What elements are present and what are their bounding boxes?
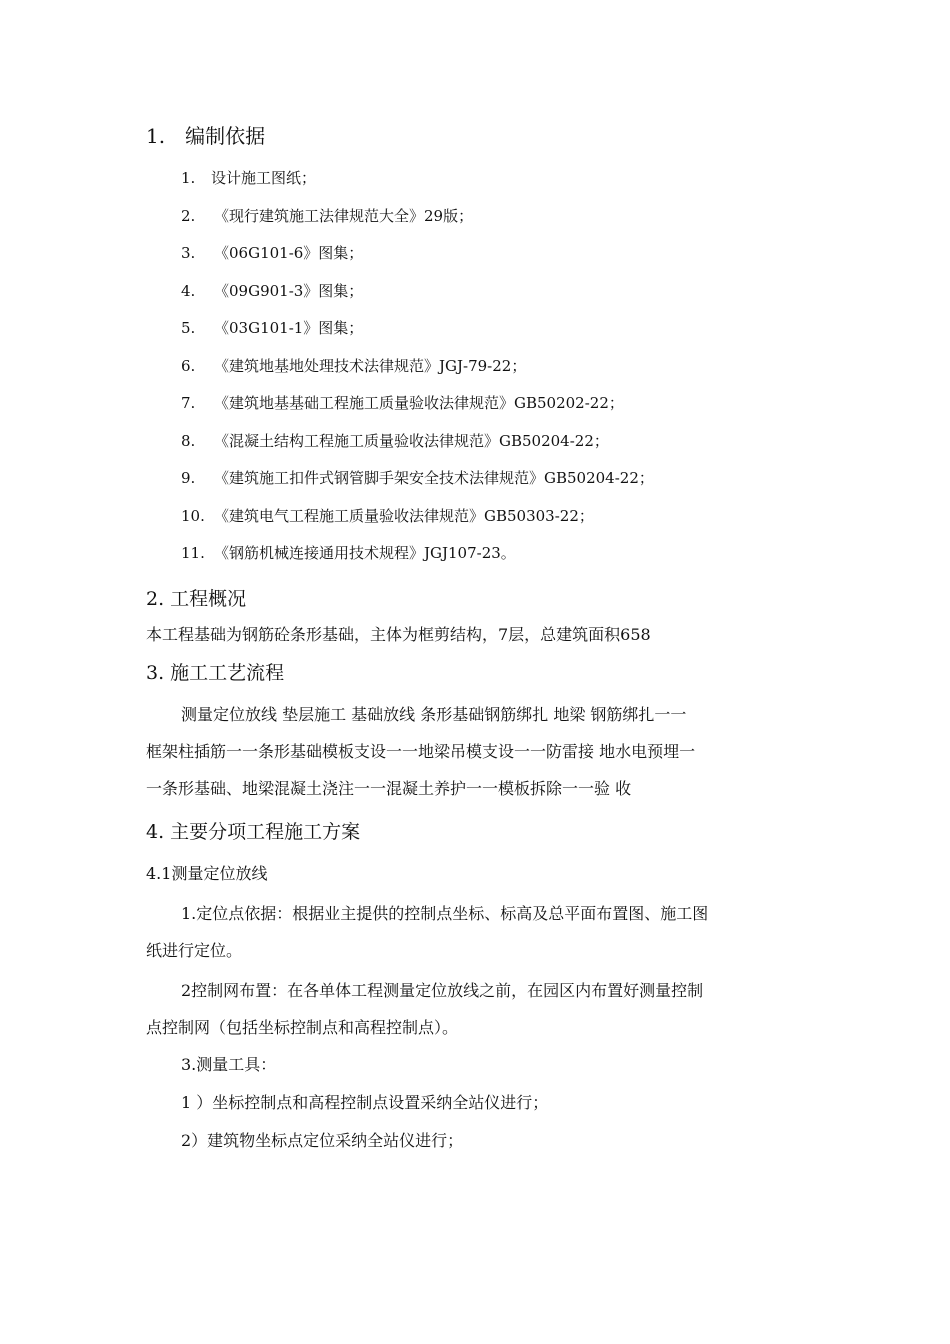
paragraph-line: 1 ）坐标控制点和高程控制点设置采纳全站仪进行； <box>181 1093 549 1112</box>
paragraph-line: 1.定位点依据：根据业主提供的控制点坐标、标高及总平面布置图、施工图 <box>181 904 709 923</box>
section-3-line: 测量定位放线 垫层施工 基础放线 条形基础钢筋绑扎 地梁 钢筋绑扎一一 <box>181 705 687 724</box>
paragraph-line: 3.测量工具： <box>181 1055 277 1074</box>
list-item: 7. 《建筑地基基础工程施工质量验收法律规范》GB50202-22； <box>181 394 624 412</box>
section-1-title: 编制依据 <box>185 124 266 148</box>
list-item: 2. 《现行建筑施工法律规范大全》29版； <box>181 207 474 225</box>
paragraph-line: 2控制网布置：在各单体工程测量定位放线之前，在园区内布置好测量控制 <box>181 981 704 1000</box>
list-item: 9. 《建筑施工扣件式钢管脚手架安全技术法律规范》GB50204-22； <box>181 469 654 487</box>
list-item: 11. 《钢筋机械连接通用技术规程》JGJ107-23。 <box>181 544 516 562</box>
section-2-heading: 2. 工程概况 <box>146 588 247 610</box>
section-1-number: 1. <box>146 124 166 148</box>
list-item: 3. 《06G101-6》图集； <box>181 244 364 262</box>
paragraph-line: 点控制网（包括坐标控制点和高程控制点）。 <box>146 1018 459 1037</box>
section-3-line: 框架柱插筋一一条形基础模板支设一一地梁吊模支设一一防雷接 地水电预埋一 <box>146 742 696 761</box>
section-3-line: 一条形基础、地梁混凝土浇注一一混凝土养护一一模板拆除一一验 收 <box>146 779 632 798</box>
section-2-body: 本工程基础为钢筋砼条形基础，主体为框剪结构，7层，总建筑面积658 <box>146 625 651 644</box>
list-item: 10. 《建筑电气工程施工质量验收法律规范》GB50303-22； <box>181 507 594 525</box>
paragraph-line: 纸进行定位。 <box>146 941 243 960</box>
subsection-heading: 4.1测量定位放线 <box>146 864 268 883</box>
list-item: 1. 设计施工图纸； <box>181 169 317 187</box>
list-item: 4. 《09G901-3》图集； <box>181 282 364 300</box>
section-4-heading: 4. 主要分项工程施工方案 <box>146 821 361 843</box>
section-1-heading <box>146 126 265 146</box>
list-item: 5. 《03G101-1》图集； <box>181 319 364 337</box>
paragraph-line: 2）建筑物坐标点定位采纳全站仪进行； <box>181 1131 464 1150</box>
list-item: 8. 《混凝土结构工程施工质量验收法律规范》GB50204-22； <box>181 432 609 450</box>
list-item: 6. 《建筑地基地处理技术法律规范》JGJ-79-22； <box>181 357 527 375</box>
section-3-heading: 3. 施工工艺流程 <box>146 662 285 684</box>
